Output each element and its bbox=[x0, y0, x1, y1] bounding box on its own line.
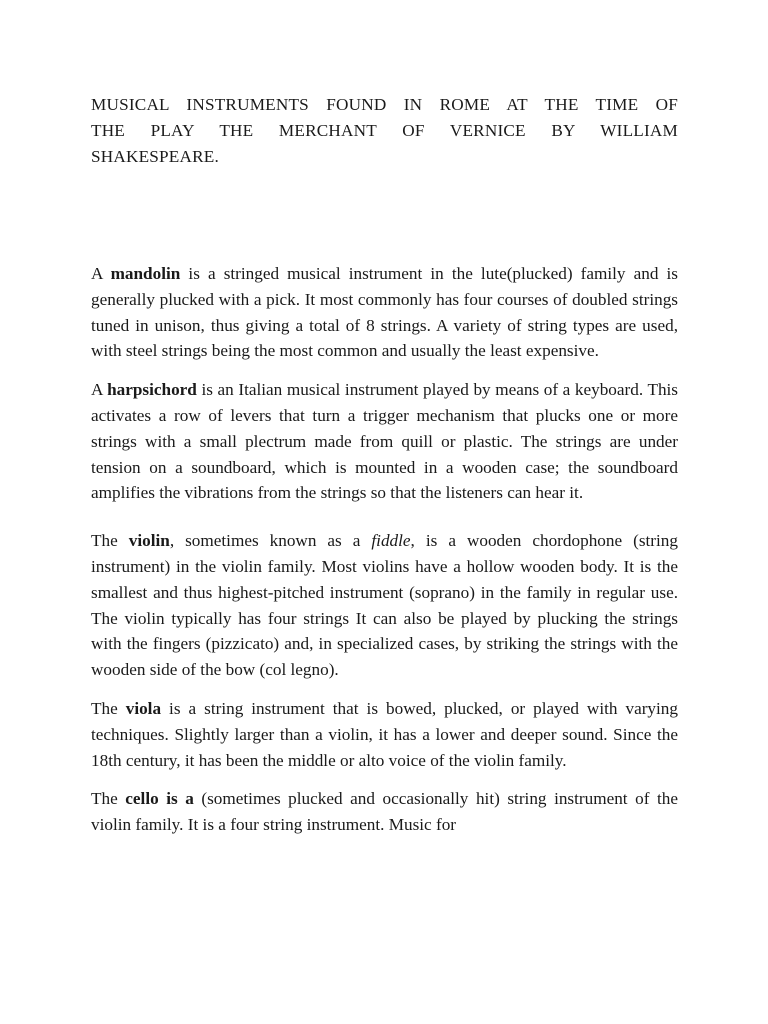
viola-prefix: The bbox=[91, 698, 126, 718]
paragraph-viola bbox=[91, 696, 678, 773]
paragraph-cello bbox=[91, 786, 678, 838]
document-page bbox=[91, 92, 678, 838]
term-cello: cello is a bbox=[125, 789, 194, 809]
document-title bbox=[91, 92, 678, 170]
title-line-1: MUSICAL INSTRUMENTS FOUND IN ROME AT THE TIME OF bbox=[91, 95, 678, 114]
violin-text: , is a wooden chordophone (string instrument) in the violin family. Most violins have a hollow wooden body. It is the smallest and thus highest-pitched instrument (soprano) in the family in regular use. The violin typically has four strings It can also be played by plucking the strings with the fingers (pizzicato) and, in specialized cases, by striking the strings with the wooden side of the bow (col legno). bbox=[91, 531, 678, 680]
cello-text: (sometimes plucked and occasionally hit) string instrument of the violin family. It is a four string instrument. Music for bbox=[91, 789, 678, 835]
violin-mid: , sometimes known as a bbox=[169, 531, 372, 551]
paragraph-harpsichord bbox=[91, 377, 678, 506]
paragraph-violin bbox=[91, 528, 678, 683]
title-line-3: SHAKESPEARE. bbox=[91, 147, 219, 166]
mandolin-text: is a stringed musical instrument in the lute(plucked) family and is generally plucked with a pick. It most commonly has four courses of doubled strings tuned in unison, thus giving a total of 8 strings. A variety of string types are used, with steel strings being the most common and usually the least expensive. bbox=[91, 264, 678, 361]
title-line-2: THE PLAY THE MERCHANT OF VERNICE BY WILLIAM bbox=[91, 121, 678, 140]
harpsichord-prefix: A bbox=[91, 380, 108, 400]
harpsichord-text: is an Italian musical instrument played by means of a keyboard. This activates a row of levers that turn a trigger mechanism that plucks one or more strings with a small plectrum made from quill or plastic. The strings are under tension on a soundboard, which is mounted in a wooden case; the soundboard amplifies the vibrations from the strings so that the listeners can hear it. bbox=[91, 380, 678, 503]
term-viola: viola bbox=[125, 698, 162, 718]
cello-prefix: The bbox=[91, 789, 126, 809]
mandolin-prefix: A bbox=[91, 264, 111, 283]
viola-text: is a string instrument that is bowed, plucked, or played with varying techniques. Slightly larger than a violin, it has a lower and deeper sound. Since the 18th century, it has been the middle or alto voice of the violin family. bbox=[91, 698, 678, 770]
violin-prefix: The bbox=[91, 531, 129, 551]
term-fiddle: fiddle bbox=[371, 531, 411, 551]
term-mandolin: mandolin bbox=[110, 264, 181, 283]
term-violin: violin bbox=[128, 531, 170, 551]
paragraph-mandolin bbox=[91, 261, 678, 364]
term-harpsichord: harpsichord bbox=[107, 380, 197, 400]
